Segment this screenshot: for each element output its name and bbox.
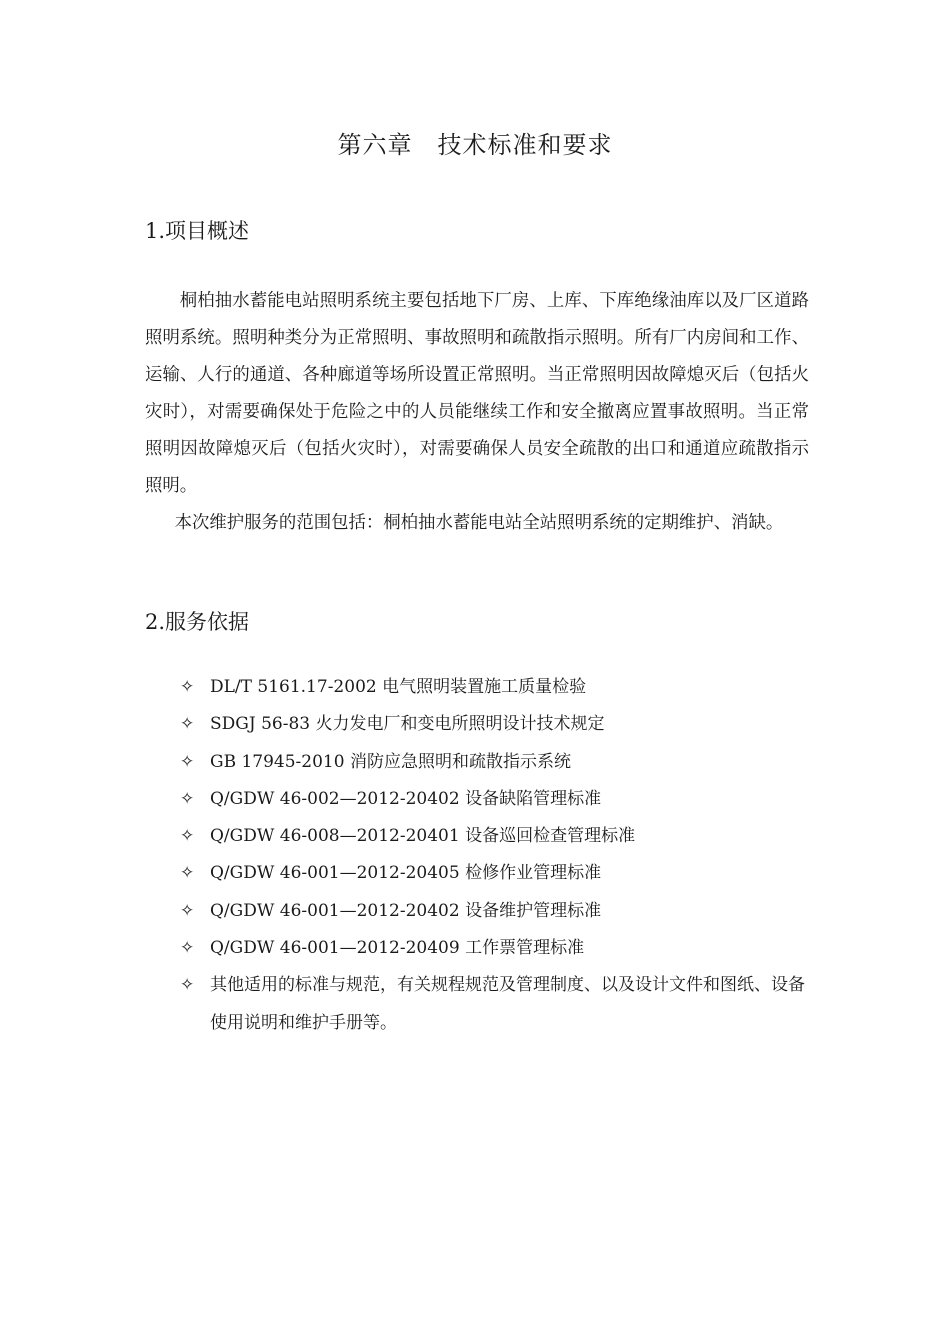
diamond-bullet-icon: ✧ [180, 751, 195, 772]
list-item [180, 967, 810, 1042]
section-heading-basis: 2.服务依据 [145, 610, 250, 634]
diamond-bullet-icon: ✧ [180, 788, 195, 809]
chapter-title: 第六章 技术标准和要求 [337, 131, 613, 159]
list-item [180, 930, 810, 967]
reference-text: 其他适用的标准与规范，有关规程规范及管理制度、以及设计文件和图纸、设备使用说明和维护手册等。 [210, 975, 805, 1033]
reference-text: Q/GDW 46-001—2012-20405 检修作业管理标准 [210, 863, 602, 884]
section-heading-overview: 1.项目概述 [145, 219, 250, 243]
diamond-bullet-icon: ✧ [180, 938, 195, 959]
list-item [180, 855, 810, 892]
reference-text: Q/GDW 46-001—2012-20409 工作票管理标准 [210, 938, 585, 959]
reference-text: SDGJ 56-83 火力发电厂和变电所照明设计技术规定 [210, 714, 605, 735]
diamond-bullet-icon: ✧ [180, 677, 195, 697]
list-item [180, 781, 810, 818]
overview-paragraph: 桐柏抽水蓄能电站照明系统主要包括地下厂房、上库、下库绝缘油库以及厂区道路照明系统。照明种类分为正常照明、事故照明和疏散指示照明。所有厂内房间和工作、运输、人行的通道、各种廊道等场所设置正常照明。当正常照明因故障熄灭后（包括火灾时），对需要确保处于危险之中的人员能继续工作和安全撤离应置事故照明。当正常照明因故障熄灭后（包括火灾时），对需要确保人员安全疏散的出口和通道应疏散指示照明。 [145, 291, 809, 496]
diamond-bullet-icon: ✧ [180, 714, 195, 735]
list-item [180, 744, 810, 781]
diamond-bullet-icon: ✧ [180, 975, 195, 996]
list-item [180, 893, 810, 930]
service-scope-paragraph: 本次维护服务的范围包括：桐柏抽水蓄能电站全站照明系统的定期维护、消缺。 [174, 513, 784, 533]
list-item [180, 669, 810, 706]
diamond-bullet-icon: ✧ [180, 863, 195, 884]
reference-text: DL/T 5161.17-2002 电气照明装置施工质量检验 [210, 677, 587, 697]
reference-text: Q/GDW 46-001—2012-20402 设备维护管理标准 [210, 900, 602, 921]
reference-text: Q/GDW 46-002—2012-20402 设备缺陷管理标准 [210, 788, 602, 809]
reference-text: GB 17945-2010 消防应急照明和疏散指示系统 [210, 751, 571, 772]
list-item [180, 818, 810, 855]
reference-text: Q/GDW 46-008—2012-20401 设备巡回检查管理标准 [210, 826, 636, 847]
reference-list [180, 669, 810, 1042]
list-item [180, 706, 810, 743]
diamond-bullet-icon: ✧ [180, 826, 195, 847]
diamond-bullet-icon: ✧ [180, 900, 195, 921]
